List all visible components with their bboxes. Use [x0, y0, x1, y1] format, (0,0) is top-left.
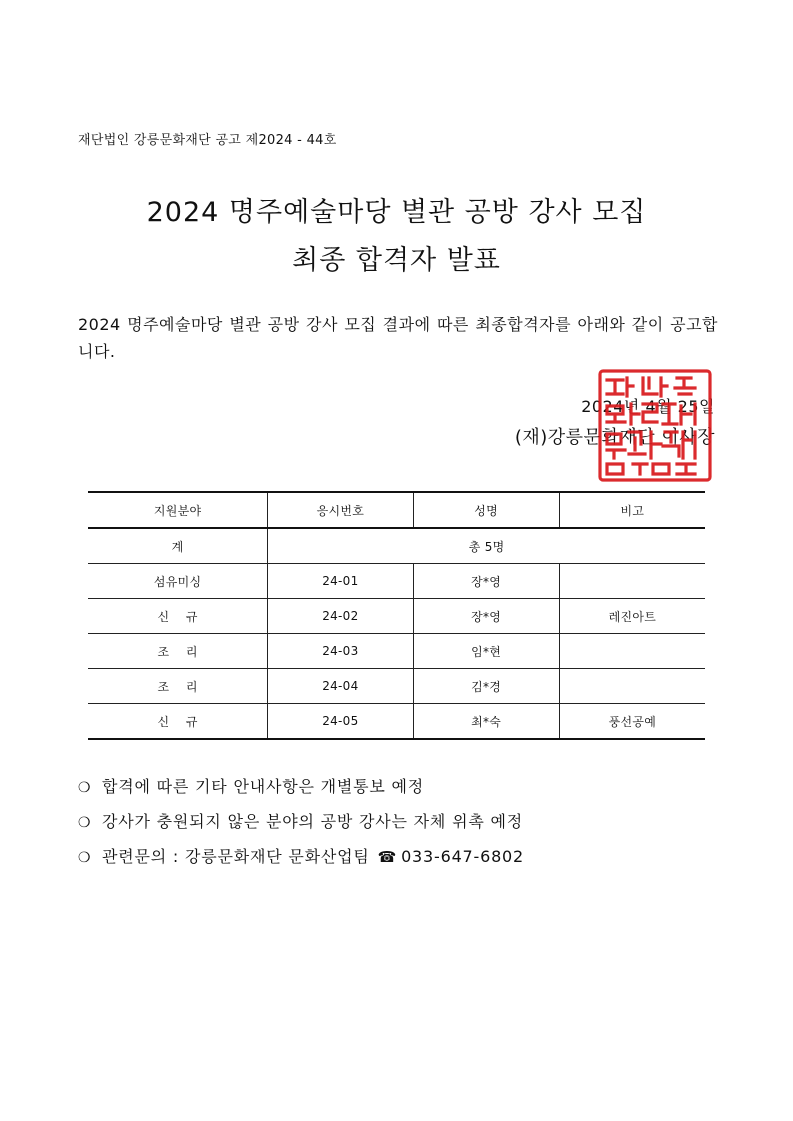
issuer-name: (재)강릉문화재단 이사장 [514, 427, 715, 448]
total-value: 총 5명 [268, 528, 705, 564]
cell-name: 최*숙 [413, 704, 559, 740]
official-seal-stamp [597, 368, 713, 483]
contact-phone: 033-647-6802 [401, 847, 525, 866]
cell-note [559, 564, 705, 599]
cell-note: 레진아트 [559, 599, 705, 634]
cell-number: 24-01 [268, 564, 413, 599]
cell-name: 임*현 [413, 634, 559, 669]
notice-bullets [78, 776, 524, 881]
circle-bullet-icon: ❍ [78, 815, 92, 831]
cell-field: 조 리 [88, 634, 268, 669]
cell-number: 24-03 [268, 634, 413, 669]
circle-bullet-icon: ❍ [78, 850, 92, 866]
cell-number: 24-02 [268, 599, 413, 634]
bullet-item [78, 776, 524, 811]
intro-paragraph: 2024 명주예술마당 별관 공방 강사 모집 결과에 따른 최종합격자를 아래와 같이 공고합니다. [78, 315, 718, 361]
table-row [88, 669, 705, 704]
bullet-text: 합격에 따른 기타 안내사항은 개별통보 예정 [102, 777, 425, 796]
cell-note [559, 634, 705, 669]
notice-number: 재단법인 강릉문화재단 공고 제2024 - 44호 [78, 133, 337, 148]
bullet-item [78, 846, 524, 881]
title-line-2: 최종 합격자 발표 [292, 245, 501, 276]
table-header-row [88, 492, 705, 528]
cell-note: 풍선공예 [559, 704, 705, 740]
cell-field: 신 규 [88, 704, 268, 740]
cell-name: 장*영 [413, 564, 559, 599]
header-name: 성명 [413, 492, 559, 528]
table-row [88, 704, 705, 740]
table-row [88, 564, 705, 599]
cell-number: 24-04 [268, 669, 413, 704]
table-total-row [88, 528, 705, 564]
bullet-text: 강사가 충원되지 않은 분야의 공방 강사는 자체 위촉 예정 [102, 812, 523, 831]
cell-name: 김*경 [413, 669, 559, 704]
cell-field: 조 리 [88, 669, 268, 704]
table-row [88, 634, 705, 669]
header-number: 응시번호 [268, 492, 413, 528]
title-line-1: 2024 명주예술마당 별관 공방 강사 모집 [146, 197, 647, 228]
circle-bullet-icon: ❍ [78, 780, 92, 796]
cell-name: 장*영 [413, 599, 559, 634]
header-note: 비고 [559, 492, 705, 528]
telephone-icon: ☎ [377, 848, 398, 866]
table-row [88, 599, 705, 634]
cell-field: 신 규 [88, 599, 268, 634]
applicant-table [88, 491, 705, 740]
cell-field: 섬유미싱 [88, 564, 268, 599]
cell-note [559, 669, 705, 704]
total-label: 계 [88, 528, 268, 564]
bullet-item [78, 811, 524, 846]
contact-text: 관련문의 : 강릉문화재단 문화산업팀 [102, 847, 370, 866]
cell-number: 24-05 [268, 704, 413, 740]
announcement-date: 2024년 4월 25일 [581, 397, 715, 416]
header-field: 지원분야 [88, 492, 268, 528]
